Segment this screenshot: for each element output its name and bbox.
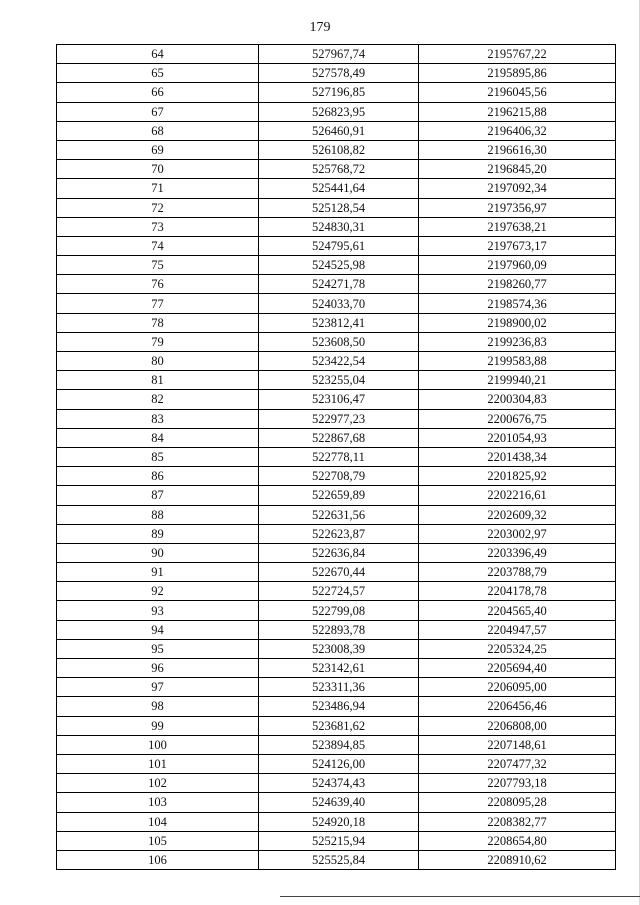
point-number-cell: 73 [57, 217, 259, 236]
point-number-cell: 69 [57, 140, 259, 159]
point-number-cell: 66 [57, 83, 259, 102]
y-coordinate-cell: 2207477,32 [419, 754, 616, 773]
point-number-cell: 71 [57, 179, 259, 198]
x-coordinate-cell: 522867,68 [259, 428, 419, 447]
y-coordinate-cell: 2206095,00 [419, 678, 616, 697]
table-row [57, 563, 616, 582]
x-coordinate-cell: 524271,78 [259, 275, 419, 294]
point-number-cell: 91 [57, 563, 259, 582]
point-number-cell: 75 [57, 256, 259, 275]
y-coordinate-cell: 2198574,36 [419, 294, 616, 313]
y-coordinate-cell: 2202609,32 [419, 505, 616, 524]
point-number-cell: 79 [57, 332, 259, 351]
x-coordinate-cell: 523486,94 [259, 697, 419, 716]
x-coordinate-cell: 525768,72 [259, 160, 419, 179]
x-coordinate-cell: 524033,70 [259, 294, 419, 313]
x-coordinate-cell: 526108,82 [259, 140, 419, 159]
table-row [57, 313, 616, 332]
table-row [57, 428, 616, 447]
y-coordinate-cell: 2203788,79 [419, 563, 616, 582]
point-number-cell: 105 [57, 831, 259, 850]
table-row [57, 371, 616, 390]
table-row [57, 793, 616, 812]
point-number-cell: 65 [57, 64, 259, 83]
point-number-cell: 78 [57, 313, 259, 332]
point-number-cell: 106 [57, 850, 259, 869]
table-row [57, 524, 616, 543]
point-number-cell: 68 [57, 121, 259, 140]
point-number-cell: 90 [57, 543, 259, 562]
y-coordinate-cell: 2195895,86 [419, 64, 616, 83]
point-number-cell: 77 [57, 294, 259, 313]
table-row [57, 582, 616, 601]
table-row [57, 64, 616, 83]
y-coordinate-cell: 2208654,80 [419, 831, 616, 850]
point-number-cell: 84 [57, 428, 259, 447]
point-number-cell: 88 [57, 505, 259, 524]
x-coordinate-cell: 522893,78 [259, 620, 419, 639]
y-coordinate-cell: 2199940,21 [419, 371, 616, 390]
x-coordinate-cell: 523142,61 [259, 659, 419, 678]
x-coordinate-cell: 523681,62 [259, 716, 419, 735]
y-coordinate-cell: 2196616,30 [419, 140, 616, 159]
y-coordinate-cell: 2195767,22 [419, 45, 616, 64]
table-row [57, 332, 616, 351]
table-row [57, 850, 616, 869]
x-coordinate-cell: 524126,00 [259, 754, 419, 773]
table-row [57, 45, 616, 64]
bottom-scan-line [280, 896, 640, 897]
table-row [57, 352, 616, 371]
table-row [57, 390, 616, 409]
x-coordinate-cell: 525441,64 [259, 179, 419, 198]
y-coordinate-cell: 2197092,34 [419, 179, 616, 198]
y-coordinate-cell: 2197673,17 [419, 236, 616, 255]
table-row [57, 140, 616, 159]
point-number-cell: 102 [57, 774, 259, 793]
point-number-cell: 93 [57, 601, 259, 620]
table-row [57, 294, 616, 313]
y-coordinate-cell: 2204565,40 [419, 601, 616, 620]
x-coordinate-cell: 523894,85 [259, 735, 419, 754]
point-number-cell: 95 [57, 639, 259, 658]
point-number-cell: 76 [57, 275, 259, 294]
y-coordinate-cell: 2196406,32 [419, 121, 616, 140]
table-row [57, 217, 616, 236]
table-row [57, 601, 616, 620]
x-coordinate-cell: 522670,44 [259, 563, 419, 582]
x-coordinate-cell: 523008,39 [259, 639, 419, 658]
table-row [57, 697, 616, 716]
point-number-cell: 70 [57, 160, 259, 179]
point-number-cell: 104 [57, 812, 259, 831]
x-coordinate-cell: 527967,74 [259, 45, 419, 64]
x-coordinate-cell: 523812,41 [259, 313, 419, 332]
x-coordinate-cell: 523255,04 [259, 371, 419, 390]
y-coordinate-cell: 2208910,62 [419, 850, 616, 869]
x-coordinate-cell: 522631,56 [259, 505, 419, 524]
y-coordinate-cell: 2204178,78 [419, 582, 616, 601]
y-coordinate-cell: 2208382,77 [419, 812, 616, 831]
point-number-cell: 87 [57, 486, 259, 505]
y-coordinate-cell: 2203002,97 [419, 524, 616, 543]
table-row [57, 467, 616, 486]
table-row [57, 716, 616, 735]
x-coordinate-cell: 522724,57 [259, 582, 419, 601]
point-number-cell: 99 [57, 716, 259, 735]
table-row [57, 198, 616, 217]
table-row [57, 774, 616, 793]
x-coordinate-cell: 522659,89 [259, 486, 419, 505]
x-coordinate-cell: 523422,54 [259, 352, 419, 371]
table-row [57, 639, 616, 658]
point-number-cell: 100 [57, 735, 259, 754]
x-coordinate-cell: 522977,23 [259, 409, 419, 428]
x-coordinate-cell: 522623,87 [259, 524, 419, 543]
point-number-cell: 82 [57, 390, 259, 409]
x-coordinate-cell: 522778,11 [259, 447, 419, 466]
point-number-cell: 92 [57, 582, 259, 601]
x-coordinate-cell: 527196,85 [259, 83, 419, 102]
table-row [57, 160, 616, 179]
table-row [57, 754, 616, 773]
point-number-cell: 67 [57, 102, 259, 121]
table-row [57, 447, 616, 466]
x-coordinate-cell: 524830,31 [259, 217, 419, 236]
point-number-cell: 86 [57, 467, 259, 486]
y-coordinate-cell: 2203396,49 [419, 543, 616, 562]
y-coordinate-cell: 2201825,92 [419, 467, 616, 486]
table-row [57, 121, 616, 140]
x-coordinate-cell: 526823,95 [259, 102, 419, 121]
table-row [57, 486, 616, 505]
point-number-cell: 81 [57, 371, 259, 390]
point-number-cell: 80 [57, 352, 259, 371]
x-coordinate-cell: 522708,79 [259, 467, 419, 486]
x-coordinate-cell: 523311,36 [259, 678, 419, 697]
table-row [57, 812, 616, 831]
y-coordinate-cell: 2205324,25 [419, 639, 616, 658]
y-coordinate-cell: 2197960,09 [419, 256, 616, 275]
y-coordinate-cell: 2204947,57 [419, 620, 616, 639]
point-number-cell: 74 [57, 236, 259, 255]
page-number: 179 [309, 20, 331, 35]
y-coordinate-cell: 2202216,61 [419, 486, 616, 505]
x-coordinate-cell: 525128,54 [259, 198, 419, 217]
point-number-cell: 97 [57, 678, 259, 697]
point-number-cell: 98 [57, 697, 259, 716]
table-row [57, 83, 616, 102]
table-row [57, 543, 616, 562]
y-coordinate-cell: 2207793,18 [419, 774, 616, 793]
table-row [57, 256, 616, 275]
table-row [57, 505, 616, 524]
x-coordinate-cell: 523608,50 [259, 332, 419, 351]
point-number-cell: 64 [57, 45, 259, 64]
x-coordinate-cell: 524374,43 [259, 774, 419, 793]
x-coordinate-cell: 524795,61 [259, 236, 419, 255]
x-coordinate-cell: 526460,91 [259, 121, 419, 140]
point-number-cell: 85 [57, 447, 259, 466]
y-coordinate-cell: 2205694,40 [419, 659, 616, 678]
point-number-cell: 94 [57, 620, 259, 639]
x-coordinate-cell: 524525,98 [259, 256, 419, 275]
y-coordinate-cell: 2196215,88 [419, 102, 616, 121]
point-number-cell: 83 [57, 409, 259, 428]
table-row [57, 678, 616, 697]
x-coordinate-cell: 522636,84 [259, 543, 419, 562]
x-coordinate-cell: 525215,94 [259, 831, 419, 850]
point-number-cell: 72 [57, 198, 259, 217]
point-number-cell: 89 [57, 524, 259, 543]
table-row [57, 620, 616, 639]
y-coordinate-cell: 2196845,20 [419, 160, 616, 179]
y-coordinate-cell: 2200304,83 [419, 390, 616, 409]
x-coordinate-cell: 522799,08 [259, 601, 419, 620]
y-coordinate-cell: 2206808,00 [419, 716, 616, 735]
y-coordinate-cell: 2196045,56 [419, 83, 616, 102]
y-coordinate-cell: 2201054,93 [419, 428, 616, 447]
x-coordinate-cell: 523106,47 [259, 390, 419, 409]
x-coordinate-cell: 524920,18 [259, 812, 419, 831]
table-row [57, 735, 616, 754]
x-coordinate-cell: 524639,40 [259, 793, 419, 812]
table-row [57, 409, 616, 428]
y-coordinate-cell: 2201438,34 [419, 447, 616, 466]
y-coordinate-cell: 2197356,97 [419, 198, 616, 217]
y-coordinate-cell: 2200676,75 [419, 409, 616, 428]
y-coordinate-cell: 2199236,83 [419, 332, 616, 351]
table-row [57, 275, 616, 294]
coordinates-table [56, 44, 616, 870]
table-row [57, 236, 616, 255]
y-coordinate-cell: 2208095,28 [419, 793, 616, 812]
point-number-cell: 101 [57, 754, 259, 773]
point-number-cell: 103 [57, 793, 259, 812]
table-row [57, 102, 616, 121]
table-row [57, 659, 616, 678]
y-coordinate-cell: 2198260,77 [419, 275, 616, 294]
y-coordinate-cell: 2207148,61 [419, 735, 616, 754]
x-coordinate-cell: 525525,84 [259, 850, 419, 869]
table-row [57, 831, 616, 850]
y-coordinate-cell: 2197638,21 [419, 217, 616, 236]
coordinates-table-body [57, 45, 616, 870]
y-coordinate-cell: 2198900,02 [419, 313, 616, 332]
y-coordinate-cell: 2206456,46 [419, 697, 616, 716]
y-coordinate-cell: 2199583,88 [419, 352, 616, 371]
point-number-cell: 96 [57, 659, 259, 678]
table-row [57, 179, 616, 198]
x-coordinate-cell: 527578,49 [259, 64, 419, 83]
